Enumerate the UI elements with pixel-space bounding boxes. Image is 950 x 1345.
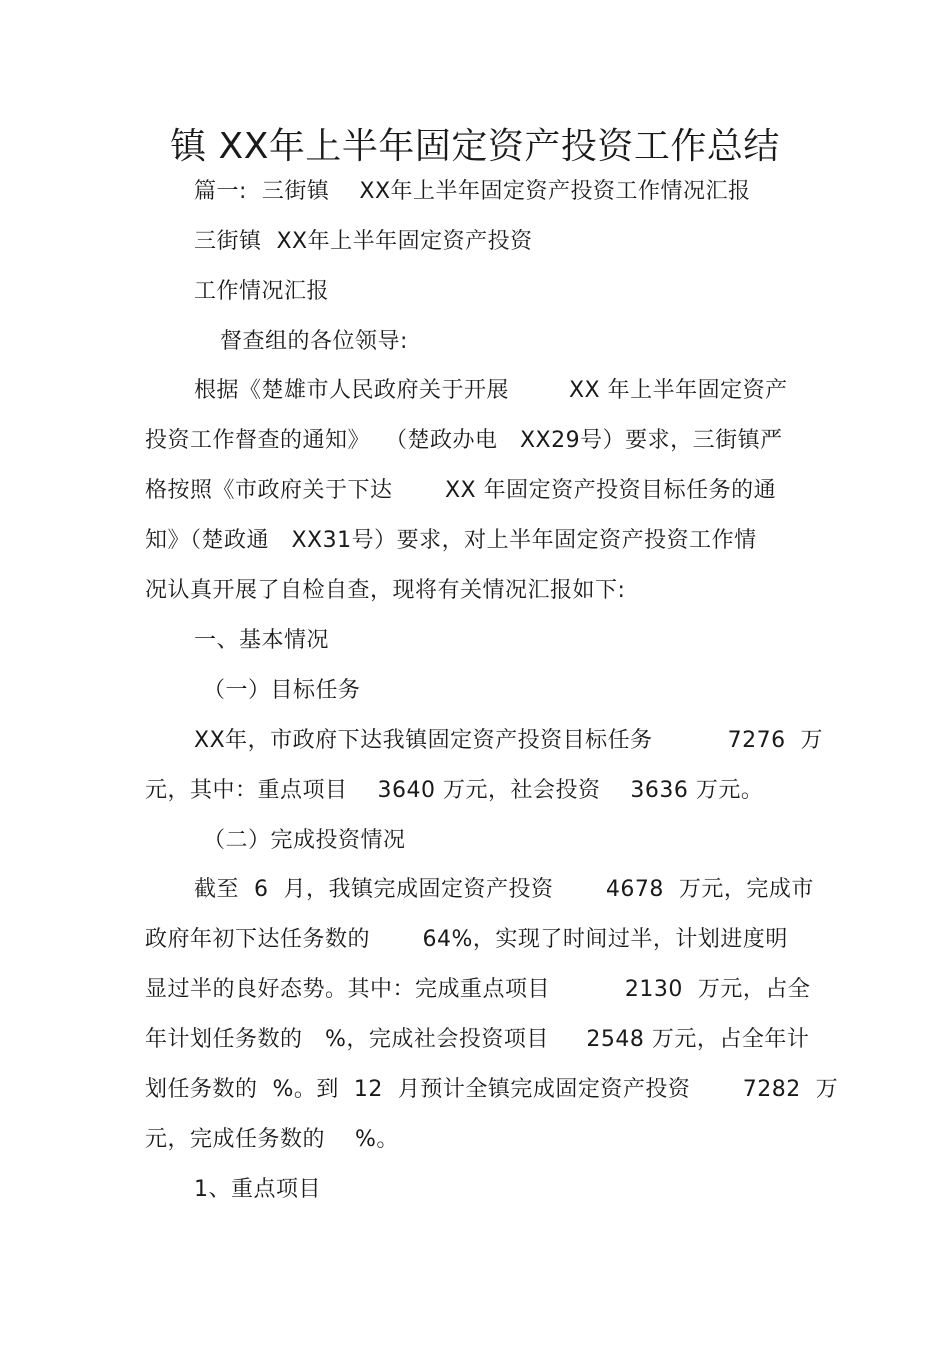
- subsection-heading: （二）完成投资情况: [203, 828, 406, 853]
- paragraph-line: 年计划任务数的 %，完成社会投资项目 2548 万元，占全年计: [145, 1027, 810, 1052]
- item-heading: 1、重点项目: [194, 1177, 321, 1202]
- paragraph-line: 显过半的良好态势。其中：完成重点项目 2130 万元，占全: [145, 977, 811, 1002]
- paragraph-line: 元，其中：重点项目 3640 万元，社会投资 3636 万元。: [145, 778, 764, 803]
- paragraph-line: 况认真开展了自检自查，现将有关情况汇报如下:: [145, 578, 626, 603]
- paragraph-line: XX年，市政府下达我镇固定资产投资目标任务 7276 万: [194, 728, 824, 753]
- paragraph-line: 格按照《市政府关于下达 XX 年固定资产投资目标任务的通: [145, 478, 777, 503]
- paragraph-line: 划任务数的 %。到 12 月预计全镇完成固定资产投资 7282 万: [145, 1077, 839, 1102]
- text-line: 三街镇 XX年上半年固定资产投资: [194, 229, 533, 254]
- paragraph-line: 政府年初下达任务数的 64%，实现了时间过半，计划进度明: [145, 927, 788, 952]
- section-heading: 一、基本情况: [194, 628, 330, 653]
- salutation: 督查组的各位领导:: [220, 329, 408, 354]
- paragraph-line: 截至 6 月，我镇完成固定资产投资 4678 万元，完成市: [194, 877, 814, 902]
- subsection-heading: （一）目标任务: [203, 678, 361, 703]
- paragraph-line: 根据《楚雄市人民政府关于开展 XX 年上半年固定资产: [194, 378, 788, 403]
- paragraph-line: 知》（楚政通 XX31号）要求，对上半年固定资产投资工作情: [145, 528, 757, 553]
- text-line: 工作情况汇报: [194, 279, 330, 304]
- text-line: 篇一: 三街镇 XX年上半年固定资产投资工作情况汇报: [194, 179, 751, 204]
- paragraph-line: 元，完成任务数的 %。: [145, 1127, 399, 1152]
- document-title: 镇 XX年上半年固定资产投资工作总结: [170, 126, 780, 167]
- paragraph-line: 投资工作督查的通知》 （楚政办电 XX29号）要求，三街镇严: [145, 428, 783, 453]
